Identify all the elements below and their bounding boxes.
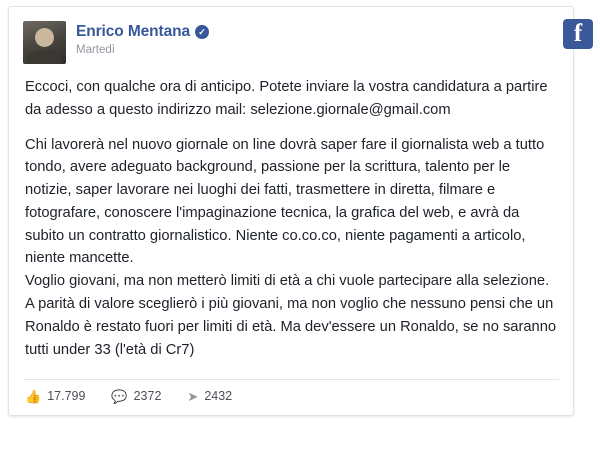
share-arrow-icon: ➤ xyxy=(187,388,199,404)
comment-icon: 💬 xyxy=(111,388,128,404)
post-paragraph: Chi lavorerà nel nuovo giornale on line dovrà saper fare il giornalista web a tutto tondo, avere adeguato background, passione per la scrittura, talento per le notizie, saper lavorare nei luoghi dei fatti, trasmettere in diretta, filmare e fotografare, conoscere l'impaginazione tecnica, la grafica del web, e avrà da subito un contratto giornalistico. Niente co.co.co, niente pagamenti a articolo, niente mancette. xyxy=(25,136,545,267)
post-stats-bar xyxy=(9,380,573,415)
post-paragraph: Eccoci, con qualche ora di anticipo. Potete inviare la vostra candidatura a partire da adesso a questo indirizzo mail: selezione.giornale@gmail.com xyxy=(25,79,548,118)
like-stat[interactable] xyxy=(25,389,85,403)
post-timestamp[interactable]: Martedì xyxy=(76,44,115,56)
thumbs-up-icon: 👍 xyxy=(25,388,42,404)
like-count: 17.799 xyxy=(47,389,86,404)
share-count: 2432 xyxy=(204,389,233,404)
post-message xyxy=(9,64,573,365)
author-name[interactable]: Enrico Mentana xyxy=(76,23,191,40)
comment-stat[interactable] xyxy=(111,389,161,403)
post-paragraph: Voglio giovani, ma non metterò limiti di età a chi vuole partecipare alla selezione. A parità di valore sceglierò i più giovani, ma non voglio che nessuno pensi che un Ronaldo è restato fuori per limiti di età. Ma dev'essere un Ronaldo, se no saranno tutti under 33 (l'età di Cr7) xyxy=(25,273,557,358)
facebook-post-card xyxy=(8,6,583,416)
verified-badge-icon: ✓ xyxy=(195,25,209,39)
avatar[interactable] xyxy=(23,21,66,64)
post-header xyxy=(9,7,583,64)
facebook-logo-icon: f xyxy=(563,19,593,49)
share-stat[interactable] xyxy=(187,389,232,403)
author-row xyxy=(76,23,209,41)
comment-count: 2372 xyxy=(133,389,162,404)
post-author-block xyxy=(76,21,209,56)
